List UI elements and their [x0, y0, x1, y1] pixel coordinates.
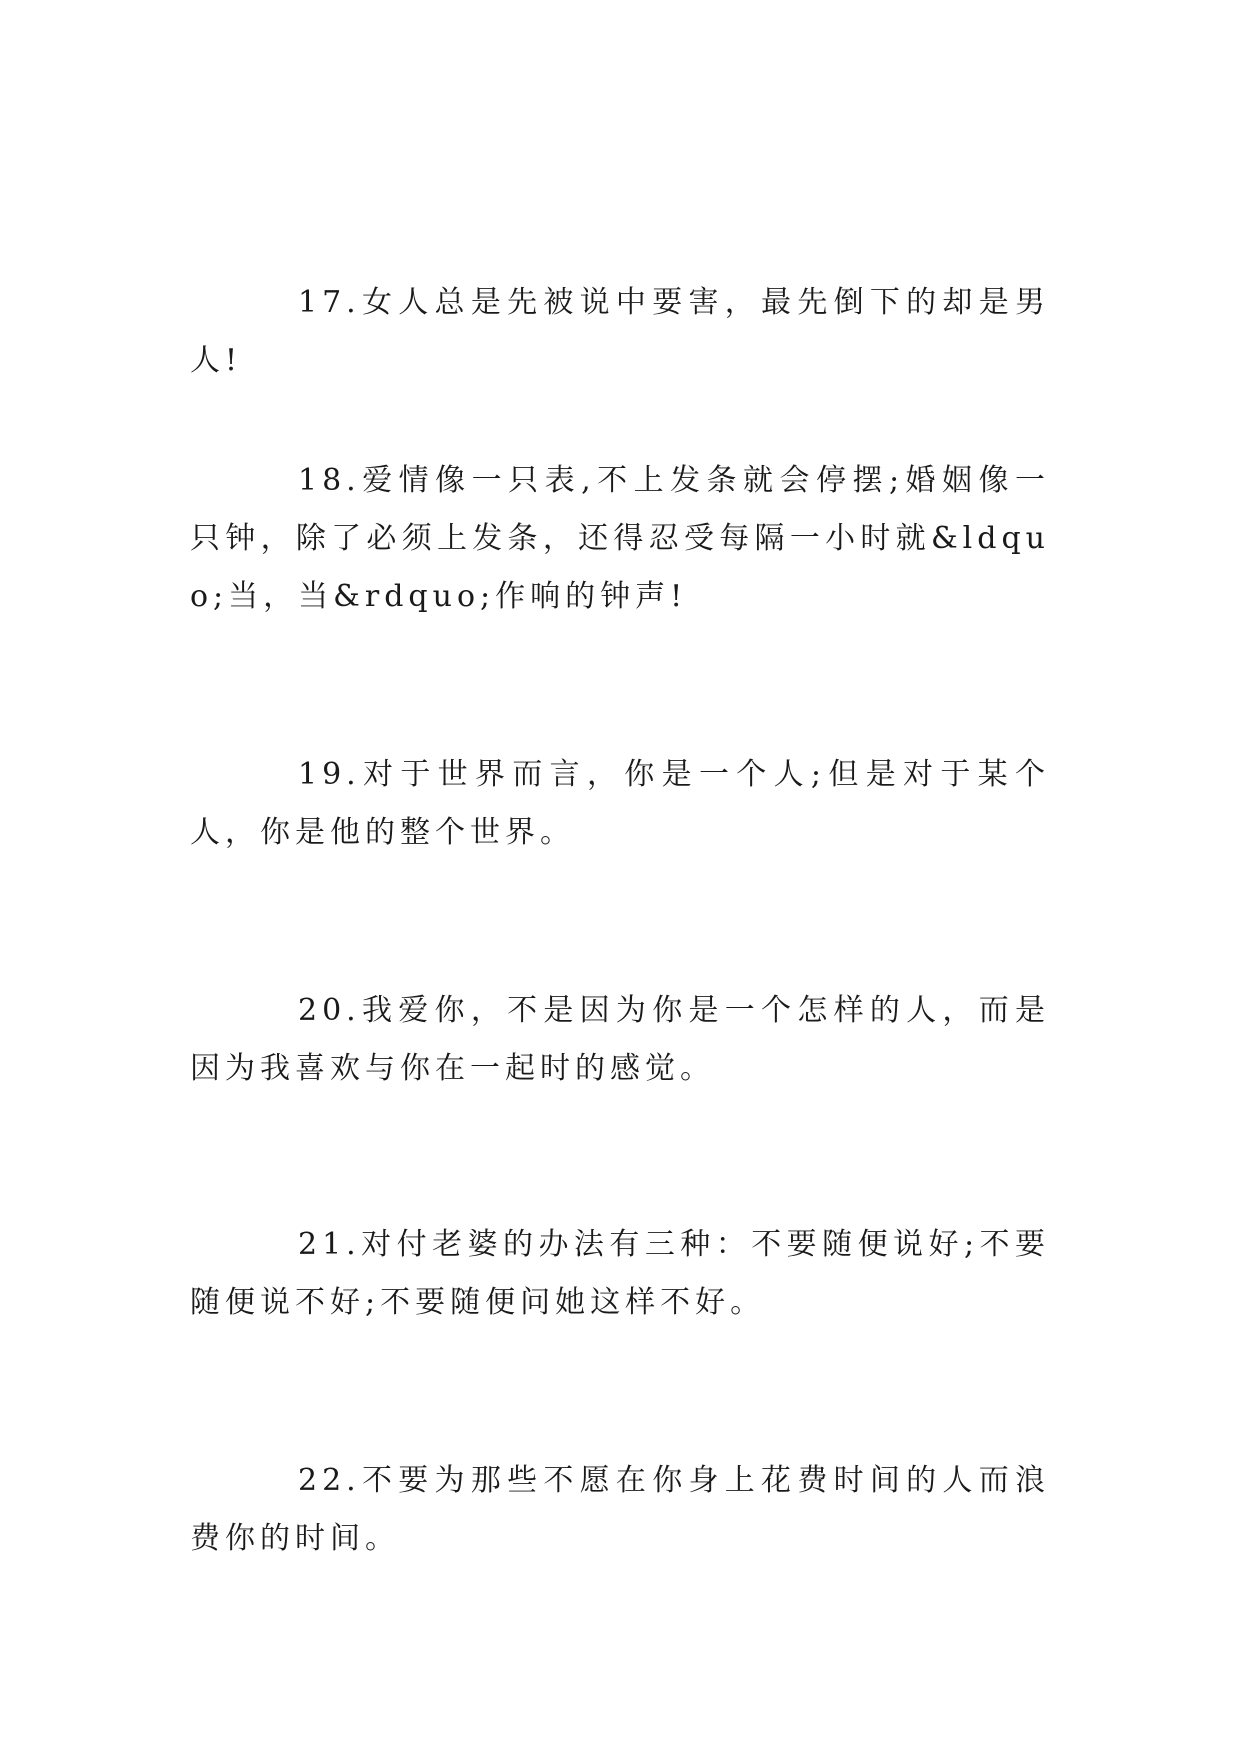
paragraph-22: 22.不要为那些不愿在你身上花费时间的人而浪费你的时间。: [190, 1463, 1050, 1556]
paragraph-17: 17.女人总是先被说中要害，最先倒下的却是男人!: [190, 285, 1050, 378]
paragraph-21: 21.对付老婆的办法有三种：不要随便说好;不要随便说不好;不要随便问她这样不好。: [190, 1227, 1050, 1320]
paragraph-18: 18.爱情像一只表,不上发条就会停摆;婚姻像一只钟，除了必须上发条，还得忍受每隔一小时就&ldquo;当，当&rdquo;作响的钟声!: [190, 463, 1050, 614]
paragraph-19: 19.对于世界而言，你是一个人;但是对于某个人，你是他的整个世界。: [190, 757, 1050, 850]
paragraph-20: 20.我爱你，不是因为你是一个怎样的人，而是因为我喜欢与你在一起时的感觉。: [190, 993, 1050, 1086]
